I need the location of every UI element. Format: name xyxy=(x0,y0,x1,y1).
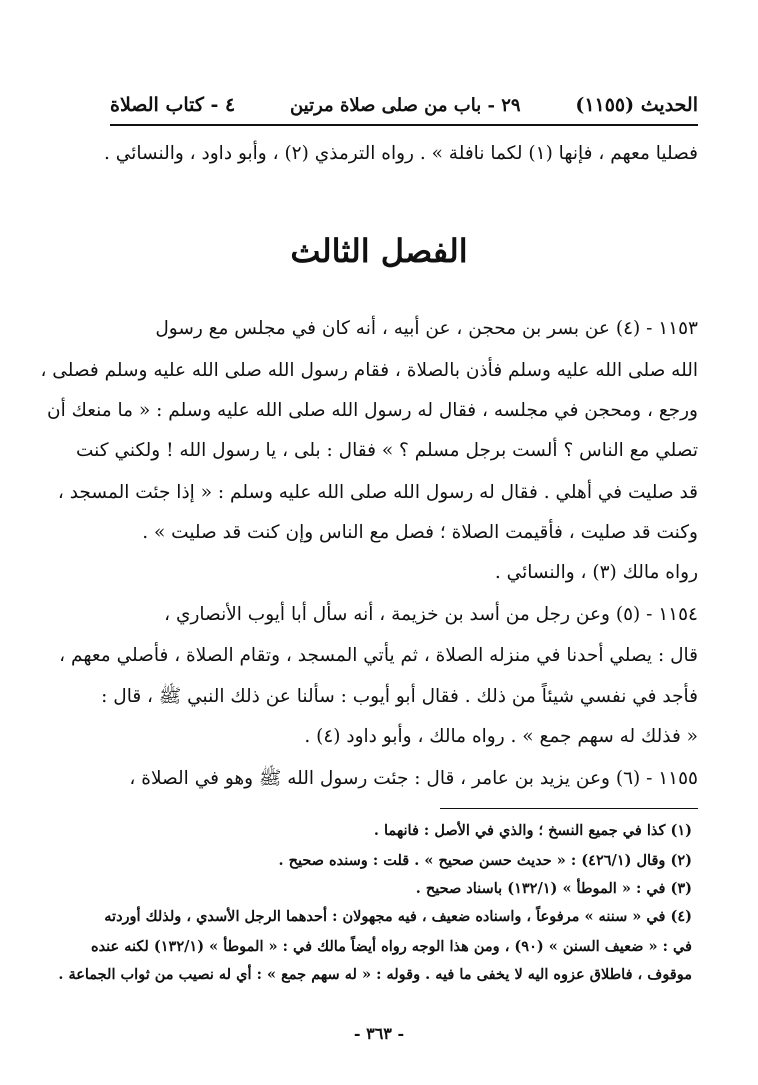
body-line: الله صلى الله عليه وسلم فأذن بالصلاة ، فقام رسول الله صلى الله عليه وسلم فصلى ، xyxy=(40,360,698,381)
footnote: في : « ضعيف السنن » (٩٠) ، ومن هذا الوجه رواه أيضاً مالك في : « الموطأ » (١٣٢/١) لكنه عنده xyxy=(90,938,692,955)
footnote-rule xyxy=(440,808,698,809)
footnote: موقوف ، فاطلاق عزوه اليه لا يخفى ما فيه . وقوله : « له سهم جمع » : أي له نصيب من ثواب الجماعة . xyxy=(58,966,692,983)
body-line: فأجد في نفسي شيئاً من ذلك . فقال أبو أيوب : سألنا عن ذلك النبي ﷺ ، قال : xyxy=(101,686,698,707)
footnote: (١) كذا في جميع النسخ ؛ والذي في الأصل : فانهما . xyxy=(373,822,692,839)
body-line: تصلي مع الناس ؟ ألست برجل مسلم ؟ » فقال : بلى ، يا رسول الله ! ولكني كنت xyxy=(76,440,698,461)
intro-line: فصليا معهم ، فإنها (١) لكما نافلة » . رواه الترمذي (٢) ، وأبو داود ، والنسائي . xyxy=(104,143,698,164)
footnote: (٢) وقال (٤٢٦/١) : « حديث حسن صحيح » . قلت : وسنده صحيح . xyxy=(278,852,692,869)
body-line: ١١٥٥ - (٦) وعن يزيد بن عامر ، قال : جئت رسول الله ﷺ وهو في الصلاة ، xyxy=(129,768,698,789)
header-chapter: ٤ - كتاب الصلاة xyxy=(110,94,236,116)
section-title: الفصل الثالث xyxy=(290,232,468,270)
page-number: - ٣٦٣ - xyxy=(353,1024,405,1043)
header-hadith-range: الحديث (١١٥٥) xyxy=(575,94,698,116)
body-line: ١١٥٣ - (٤) عن بسر بن محجن ، عن أبيه ، أنه كان في مجلس مع رسول xyxy=(155,318,698,339)
body-line: قد صليت في أهلي . فقال له رسول الله صلى الله عليه وسلم : « إذا جئت المسجد ، xyxy=(57,482,698,503)
header-section: ٢٩ - باب من صلى صلاة مرتين xyxy=(289,94,521,116)
body-line: « فذلك له سهم جمع » . رواه مالك ، وأبو داود (٤) . xyxy=(304,726,698,747)
footnote: (٣) في : « الموطأ » (١٣٢/١) باسناد صحيح . xyxy=(415,880,692,897)
footnote: (٤) في « سننه » مرفوعاً ، واسناده ضعيف ، فيه مجهولان : أحدهما الرجل الأسدي ، ولذلك أوردته xyxy=(104,908,692,925)
body-line: ورجع ، ومحجن في مجلسه ، فقال له رسول الله صلى الله عليه وسلم : « ما منعك أن xyxy=(47,400,698,421)
running-header xyxy=(110,88,698,122)
body-line: ١١٥٤ - (٥) وعن رجل من أسد بن خزيمة ، أنه سأل أبا أيوب الأنصاري ، xyxy=(164,604,698,625)
body-line: رواه مالك (٣) ، والنسائي . xyxy=(494,562,698,583)
header-rule xyxy=(110,124,698,126)
body-line: وكنت قد صليت ، فأقيمت الصلاة ؛ فصل مع الناس وإن كنت قد صليت » . xyxy=(142,522,698,543)
body-line: قال : يصلي أحدنا في منزله الصلاة ، ثم يأتي المسجد ، وتقام الصلاة ، فأصلي معهم ، xyxy=(59,645,698,666)
